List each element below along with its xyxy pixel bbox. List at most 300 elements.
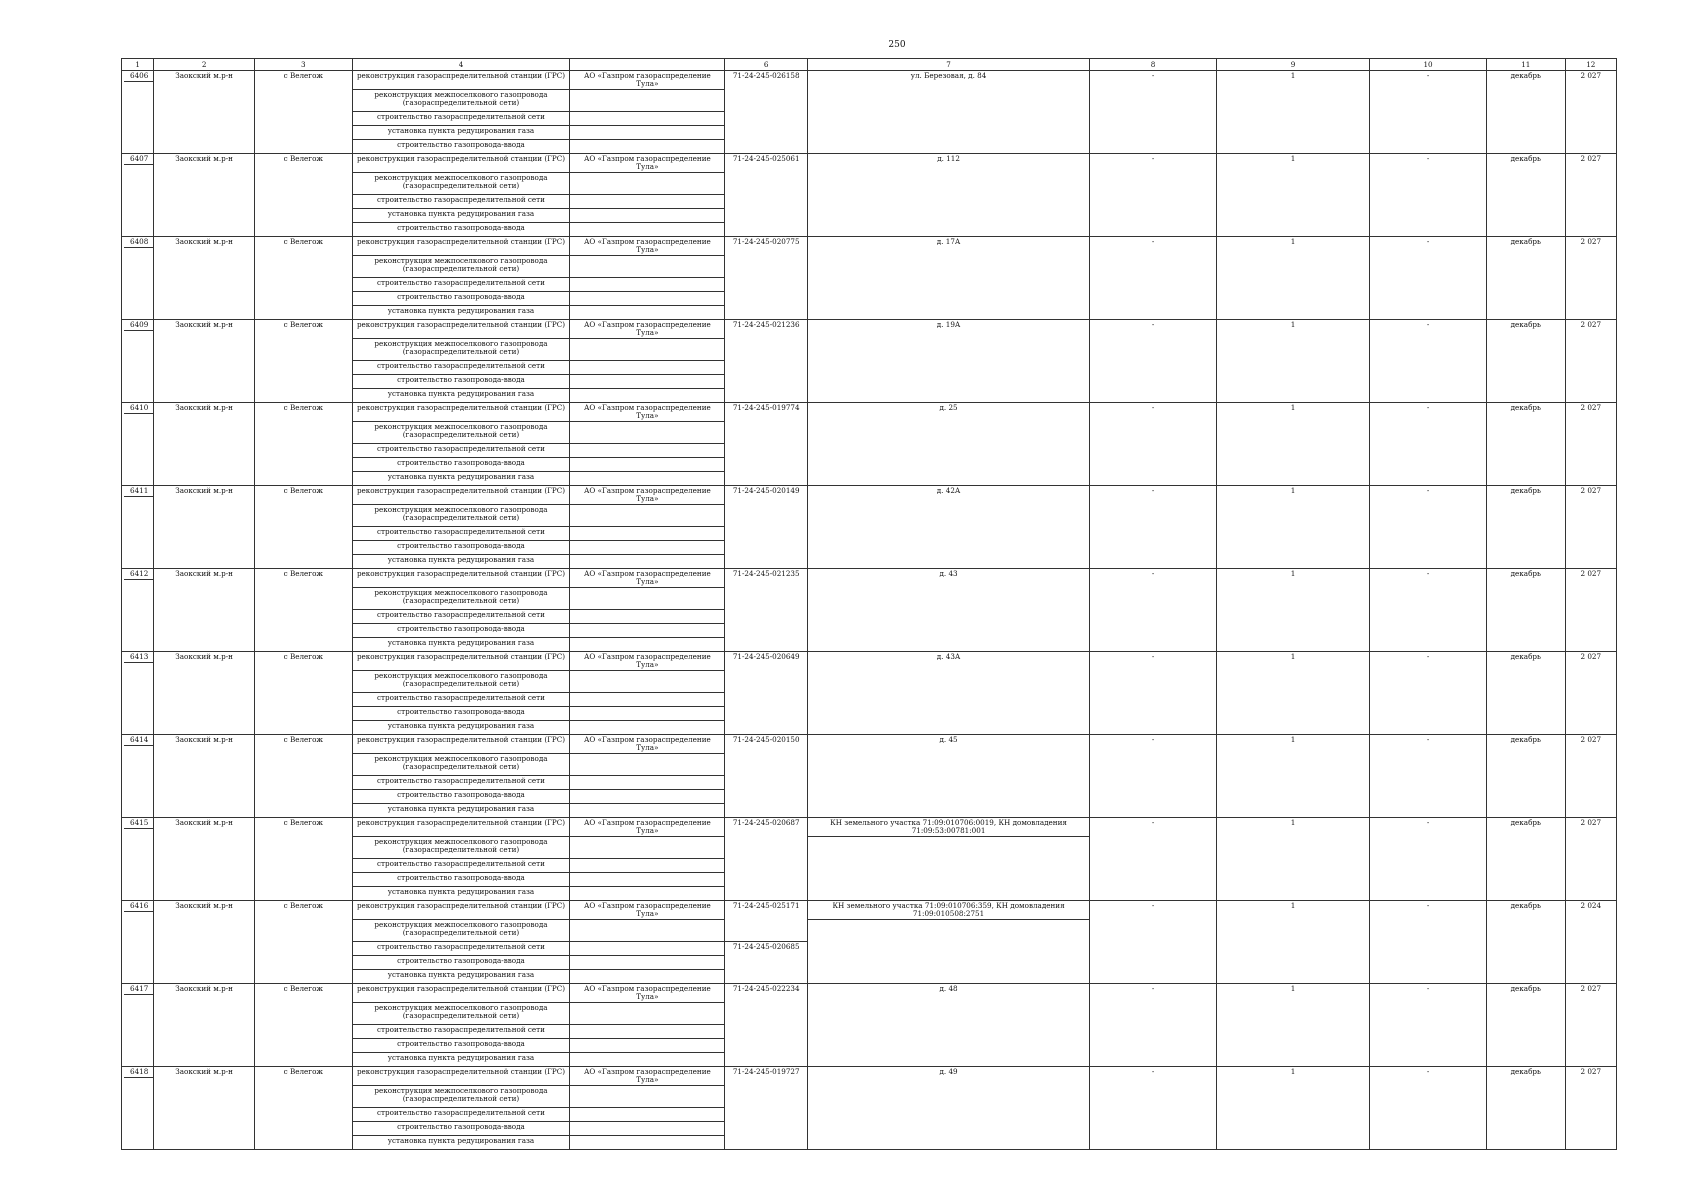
month-cell: декабрь (1486, 237, 1565, 320)
org-cell-empty (570, 90, 725, 112)
col10-cell: - (1370, 901, 1487, 984)
work-item: реконструкция межпоселкового газопровода (газораспределительной сети) (352, 837, 570, 859)
work-item: реконструкция газораспределительной станции (ГРС) (352, 154, 570, 173)
col-header: 11 (1486, 59, 1565, 71)
org-cell: АО «Газпром газораспределение Тула» (570, 403, 725, 422)
table-row (122, 818, 1617, 837)
code-cell: 71-24-245-021235 (725, 569, 808, 652)
org-cell-empty (570, 1108, 725, 1122)
work-item: реконструкция газораспределительной станции (ГРС) (352, 237, 570, 256)
district-cell: Заокский м.р-н (154, 901, 255, 984)
settlement-cell: с Велегож (254, 735, 352, 818)
org-cell-empty (570, 278, 725, 292)
settlement-cell: с Велегож (254, 403, 352, 486)
org-cell-empty (570, 956, 725, 970)
org-cell-empty (570, 195, 725, 209)
address-cell: КН земельного участка 71:09:010706:359, КН домовладения 71:09:010508:2751 (808, 901, 1090, 920)
address-cell: д. 17А (808, 237, 1090, 320)
org-cell-empty (570, 140, 725, 154)
settlement-cell: с Велегож (254, 569, 352, 652)
work-item: строительство газопровода-ввода (352, 1122, 570, 1136)
work-item: установка пункта редуцирования газа (352, 887, 570, 901)
col-header: 1 (122, 59, 154, 71)
row-number-value: 6413 (124, 653, 154, 663)
code-cell: 71-24-245-020775 (725, 237, 808, 320)
org-cell-empty (570, 1086, 725, 1108)
col8-cell: - (1090, 1067, 1217, 1150)
district-cell: Заокский м.р-н (154, 652, 255, 735)
row-number (122, 1067, 154, 1150)
col-header: 7 (808, 59, 1090, 71)
work-item: строительство газопровода-ввода (352, 140, 570, 154)
row-number (122, 901, 154, 984)
address-cell: КН земельного участка 71:09:010706:0019, КН домовладения 71:09:53:00781:001 (808, 818, 1090, 837)
col10-cell: - (1370, 818, 1487, 901)
work-item: реконструкция межпоселкового газопровода (газораспределительной сети) (352, 1086, 570, 1108)
work-item: реконструкция газораспределительной станции (ГРС) (352, 569, 570, 588)
address-cell: д. 49 (808, 1067, 1090, 1150)
org-cell-empty (570, 361, 725, 375)
code-cell: 71-24-245-021236 (725, 320, 808, 403)
work-item: строительство газопровода-ввода (352, 790, 570, 804)
org-cell-empty (570, 292, 725, 306)
work-item: реконструкция межпоселкового газопровода (газораспределительной сети) (352, 90, 570, 112)
col9-cell: 1 (1217, 320, 1370, 403)
col9-cell: 1 (1217, 818, 1370, 901)
work-item: реконструкция межпоселкового газопровода (газораспределительной сети) (352, 173, 570, 195)
year-cell: 2 027 (1565, 735, 1616, 818)
col8-cell: - (1090, 71, 1217, 154)
code-cell: 71-24-245-020687 (725, 818, 808, 901)
work-item: строительство газопровода-ввода (352, 458, 570, 472)
address-cell: д. 112 (808, 154, 1090, 237)
col-header (570, 59, 725, 71)
org-cell-empty (570, 1025, 725, 1039)
address-cell: д. 43 (808, 569, 1090, 652)
work-item: установка пункта редуцирования газа (352, 970, 570, 984)
org-cell: АО «Газпром газораспределение Тула» (570, 71, 725, 90)
table-row (122, 320, 1617, 339)
year-cell: 2 027 (1565, 71, 1616, 154)
row-number (122, 154, 154, 237)
work-item: строительство газораспределительной сети (352, 693, 570, 707)
org-cell: АО «Газпром газораспределение Тула» (570, 984, 725, 1003)
work-item: установка пункта редуцирования газа (352, 389, 570, 403)
work-item: установка пункта редуцирования газа (352, 555, 570, 569)
work-item: установка пункта редуцирования газа (352, 472, 570, 486)
work-item: реконструкция газораспределительной станции (ГРС) (352, 652, 570, 671)
work-item: реконструкция газораспределительной станции (ГРС) (352, 818, 570, 837)
code-cell: 71-24-245-025171 (725, 901, 808, 942)
col8-cell: - (1090, 569, 1217, 652)
month-cell: декабрь (1486, 71, 1565, 154)
work-item: реконструкция газораспределительной станции (ГРС) (352, 901, 570, 920)
table-row (122, 652, 1617, 671)
table-row (122, 237, 1617, 256)
work-item: установка пункта редуцирования газа (352, 126, 570, 140)
col10-cell: - (1370, 1067, 1487, 1150)
work-item: строительство газораспределительной сети (352, 859, 570, 873)
settlement-cell: с Велегож (254, 984, 352, 1067)
work-item: строительство газораспределительной сети (352, 942, 570, 956)
month-cell: декабрь (1486, 735, 1565, 818)
row-number-value: 6415 (124, 819, 154, 829)
col8-cell: - (1090, 154, 1217, 237)
work-item: строительство газопровода-ввода (352, 375, 570, 389)
settlement-cell: с Велегож (254, 652, 352, 735)
district-cell: Заокский м.р-н (154, 237, 255, 320)
col10-cell: - (1370, 569, 1487, 652)
work-item: установка пункта редуцирования газа (352, 804, 570, 818)
month-cell: декабрь (1486, 320, 1565, 403)
year-cell: 2 027 (1565, 1067, 1616, 1150)
year-cell: 2 027 (1565, 237, 1616, 320)
year-cell: 2 027 (1565, 320, 1616, 403)
col9-cell: 1 (1217, 237, 1370, 320)
col8-cell: - (1090, 735, 1217, 818)
code-cell-2: 71-24-245-020685 (725, 942, 808, 984)
work-item: строительство газопровода-ввода (352, 223, 570, 237)
col9-cell: 1 (1217, 569, 1370, 652)
org-cell: АО «Газпром газораспределение Тула» (570, 154, 725, 173)
org-cell-empty (570, 505, 725, 527)
col8-cell: - (1090, 403, 1217, 486)
district-cell: Заокский м.р-н (154, 320, 255, 403)
row-number-value: 6416 (124, 902, 154, 912)
org-cell: АО «Газпром газораспределение Тула» (570, 237, 725, 256)
district-cell: Заокский м.р-н (154, 154, 255, 237)
work-item: реконструкция межпоселкового газопровода (газораспределительной сети) (352, 754, 570, 776)
org-cell-empty (570, 721, 725, 735)
settlement-cell: с Велегож (254, 237, 352, 320)
settlement-cell: с Велегож (254, 71, 352, 154)
col9-cell: 1 (1217, 154, 1370, 237)
row-number-value: 6418 (124, 1068, 154, 1078)
org-cell-empty (570, 1039, 725, 1053)
row-number-value: 6408 (124, 238, 154, 248)
org-cell: АО «Газпром газораспределение Тула» (570, 320, 725, 339)
work-item: строительство газораспределительной сети (352, 527, 570, 541)
org-cell-empty (570, 1003, 725, 1025)
row-number-value: 6409 (124, 321, 154, 331)
code-cell: 71-24-245-019727 (725, 1067, 808, 1150)
address-cell: д. 45 (808, 735, 1090, 818)
row-number-value: 6414 (124, 736, 154, 746)
work-item: установка пункта редуцирования газа (352, 1053, 570, 1067)
col-header: 10 (1370, 59, 1487, 71)
work-item: строительство газораспределительной сети (352, 112, 570, 126)
row-number-value: 6411 (124, 487, 154, 497)
org-cell-empty (570, 624, 725, 638)
work-item: реконструкция газораспределительной станции (ГРС) (352, 71, 570, 90)
org-cell-empty (570, 707, 725, 721)
col-header: 8 (1090, 59, 1217, 71)
org-cell-empty (570, 223, 725, 237)
settlement-cell: с Велегож (254, 486, 352, 569)
col9-cell: 1 (1217, 486, 1370, 569)
work-item: строительство газопровода-ввода (352, 956, 570, 970)
org-cell: АО «Газпром газораспределение Тула» (570, 652, 725, 671)
work-item: реконструкция межпоселкового газопровода (газораспределительной сети) (352, 671, 570, 693)
col10-cell: - (1370, 735, 1487, 818)
row-number (122, 652, 154, 735)
code-cell: 71-24-245-025061 (725, 154, 808, 237)
row-number-value: 6407 (124, 155, 154, 165)
work-item: реконструкция межпоселкового газопровода (газораспределительной сети) (352, 1003, 570, 1025)
org-cell-empty (570, 920, 725, 942)
org-cell-empty (570, 804, 725, 818)
work-item: строительство газораспределительной сети (352, 444, 570, 458)
work-item: установка пункта редуцирования газа (352, 638, 570, 652)
org-cell-empty (570, 126, 725, 140)
code-cell: 71-24-245-022234 (725, 984, 808, 1067)
year-cell: 2 027 (1565, 486, 1616, 569)
col9-cell: 1 (1217, 1067, 1370, 1150)
col10-cell: - (1370, 652, 1487, 735)
org-cell-empty (570, 776, 725, 790)
column-header-row (122, 59, 1617, 71)
table-row (122, 486, 1617, 505)
col8-cell: - (1090, 486, 1217, 569)
table-row (122, 1067, 1617, 1086)
org-cell-empty (570, 375, 725, 389)
settlement-cell: с Велегож (254, 154, 352, 237)
code-cell: 71-24-245-020649 (725, 652, 808, 735)
org-cell-empty (570, 555, 725, 569)
work-item: реконструкция газораспределительной станции (ГРС) (352, 1067, 570, 1086)
work-item: установка пункта редуцирования газа (352, 721, 570, 735)
row-number (122, 320, 154, 403)
work-item: реконструкция межпоселкового газопровода (газораспределительной сети) (352, 920, 570, 942)
org-cell-empty (570, 754, 725, 776)
month-cell: декабрь (1486, 984, 1565, 1067)
org-cell-empty (570, 610, 725, 624)
work-item: строительство газопровода-ввода (352, 1039, 570, 1053)
work-item: строительство газопровода-ввода (352, 292, 570, 306)
org-cell: АО «Газпром газораспределение Тула» (570, 901, 725, 920)
work-item: строительство газораспределительной сети (352, 195, 570, 209)
org-cell-empty (570, 527, 725, 541)
col8-cell: - (1090, 237, 1217, 320)
work-item: строительство газопровода-ввода (352, 873, 570, 887)
month-cell: декабрь (1486, 486, 1565, 569)
year-cell: 2 024 (1565, 901, 1616, 984)
row-number (122, 403, 154, 486)
district-cell: Заокский м.р-н (154, 403, 255, 486)
work-item: реконструкция межпоселкового газопровода (газораспределительной сети) (352, 339, 570, 361)
address-cell-empty (808, 837, 1090, 901)
org-cell-empty (570, 693, 725, 707)
org-cell-empty (570, 256, 725, 278)
org-cell-empty (570, 887, 725, 901)
org-cell-empty (570, 942, 725, 956)
org-cell-empty (570, 173, 725, 195)
org-cell-empty (570, 671, 725, 693)
row-number (122, 735, 154, 818)
col-header: 12 (1565, 59, 1616, 71)
org-cell-empty (570, 541, 725, 555)
work-item: установка пункта редуцирования газа (352, 1136, 570, 1150)
data-table (121, 58, 1617, 1150)
work-item: установка пункта редуцирования газа (352, 306, 570, 320)
col10-cell: - (1370, 154, 1487, 237)
month-cell: декабрь (1486, 652, 1565, 735)
settlement-cell: с Велегож (254, 818, 352, 901)
table-row (122, 735, 1617, 754)
col-header: 4 (352, 59, 570, 71)
year-cell: 2 027 (1565, 569, 1616, 652)
table-row (122, 403, 1617, 422)
col10-cell: - (1370, 984, 1487, 1067)
settlement-cell: с Велегож (254, 901, 352, 984)
row-number (122, 984, 154, 1067)
col10-cell: - (1370, 486, 1487, 569)
org-cell-empty (570, 339, 725, 361)
org-cell-empty (570, 112, 725, 126)
org-cell-empty (570, 859, 725, 873)
work-item: строительство газопровода-ввода (352, 707, 570, 721)
table-row (122, 984, 1617, 1003)
row-number-value: 6406 (124, 72, 154, 82)
work-item: реконструкция газораспределительной станции (ГРС) (352, 320, 570, 339)
month-cell: декабрь (1486, 818, 1565, 901)
col9-cell: 1 (1217, 652, 1370, 735)
org-cell-empty (570, 472, 725, 486)
month-cell: декабрь (1486, 901, 1565, 984)
district-cell: Заокский м.р-н (154, 1067, 255, 1150)
col8-cell: - (1090, 320, 1217, 403)
org-cell-empty (570, 444, 725, 458)
row-number-value: 6417 (124, 985, 154, 995)
work-item: строительство газораспределительной сети (352, 610, 570, 624)
row-number (122, 237, 154, 320)
district-cell: Заокский м.р-н (154, 71, 255, 154)
org-cell-empty (570, 638, 725, 652)
col-header: 6 (725, 59, 808, 71)
org-cell-empty (570, 422, 725, 444)
org-cell-empty (570, 458, 725, 472)
address-cell: д. 19А (808, 320, 1090, 403)
org-cell-empty (570, 873, 725, 887)
district-cell: Заокский м.р-н (154, 735, 255, 818)
org-cell-empty (570, 790, 725, 804)
work-item: реконструкция межпоселкового газопровода (газораспределительной сети) (352, 256, 570, 278)
org-cell-empty (570, 1053, 725, 1067)
address-cell: д. 43А (808, 652, 1090, 735)
col9-cell: 1 (1217, 71, 1370, 154)
district-cell: Заокский м.р-н (154, 569, 255, 652)
work-item: строительство газораспределительной сети (352, 776, 570, 790)
address-cell: д. 25 (808, 403, 1090, 486)
address-cell: д. 42А (808, 486, 1090, 569)
year-cell: 2 027 (1565, 154, 1616, 237)
year-cell: 2 027 (1565, 984, 1616, 1067)
org-cell: АО «Газпром газораспределение Тула» (570, 486, 725, 505)
work-item: реконструкция межпоселкового газопровода (газораспределительной сети) (352, 588, 570, 610)
work-item: строительство газораспределительной сети (352, 1025, 570, 1039)
row-number (122, 569, 154, 652)
col8-cell: - (1090, 901, 1217, 984)
org-cell-empty (570, 970, 725, 984)
table-row (122, 901, 1617, 920)
org-cell: АО «Газпром газораспределение Тула» (570, 735, 725, 754)
month-cell: декабрь (1486, 403, 1565, 486)
work-item: строительство газораспределительной сети (352, 361, 570, 375)
row-number (122, 818, 154, 901)
org-cell: АО «Газпром газораспределение Тула» (570, 569, 725, 588)
col-header: 9 (1217, 59, 1370, 71)
col-header: 2 (154, 59, 255, 71)
row-number (122, 71, 154, 154)
month-cell: декабрь (1486, 154, 1565, 237)
work-item: реконструкция межпоселкового газопровода (газораспределительной сети) (352, 422, 570, 444)
col9-cell: 1 (1217, 735, 1370, 818)
table-row (122, 71, 1617, 90)
col9-cell: 1 (1217, 984, 1370, 1067)
col10-cell: - (1370, 71, 1487, 154)
org-cell-empty (570, 1122, 725, 1136)
col8-cell: - (1090, 818, 1217, 901)
work-item: реконструкция газораспределительной станции (ГРС) (352, 984, 570, 1003)
org-cell-empty (570, 306, 725, 320)
col9-cell: 1 (1217, 901, 1370, 984)
org-cell-empty (570, 837, 725, 859)
work-item: строительство газораспределительной сети (352, 1108, 570, 1122)
address-cell-empty (808, 920, 1090, 984)
month-cell: декабрь (1486, 569, 1565, 652)
district-cell: Заокский м.р-н (154, 486, 255, 569)
work-item: реконструкция газораспределительной станции (ГРС) (352, 486, 570, 505)
settlement-cell: с Велегож (254, 1067, 352, 1150)
work-item: строительство газопровода-ввода (352, 541, 570, 555)
district-cell: Заокский м.р-н (154, 984, 255, 1067)
address-cell: ул. Березовая, д. 84 (808, 71, 1090, 154)
code-cell: 71-24-245-020150 (725, 735, 808, 818)
work-item: строительство газопровода-ввода (352, 624, 570, 638)
work-item: установка пункта редуцирования газа (352, 209, 570, 223)
table-row (122, 154, 1617, 173)
org-cell: АО «Газпром газораспределение Тула» (570, 1067, 725, 1086)
table-row (122, 569, 1617, 588)
work-item: строительство газораспределительной сети (352, 278, 570, 292)
settlement-cell: с Велегож (254, 320, 352, 403)
org-cell-empty (570, 209, 725, 223)
work-item: реконструкция газораспределительной станции (ГРС) (352, 403, 570, 422)
code-cell: 71-24-245-019774 (725, 403, 808, 486)
org-cell-empty (570, 588, 725, 610)
district-cell: Заокский м.р-н (154, 818, 255, 901)
org-cell: АО «Газпром газораспределение Тула» (570, 818, 725, 837)
code-cell: 71-24-245-020149 (725, 486, 808, 569)
row-number-value: 6412 (124, 570, 154, 580)
page-number: 250 (888, 40, 906, 50)
org-cell-empty (570, 1136, 725, 1150)
row-number-value: 6410 (124, 404, 154, 414)
org-cell-empty (570, 389, 725, 403)
work-item: реконструкция межпоселкового газопровода (газораспределительной сети) (352, 505, 570, 527)
address-cell: д. 48 (808, 984, 1090, 1067)
col-header: 3 (254, 59, 352, 71)
col10-cell: - (1370, 403, 1487, 486)
col8-cell: - (1090, 984, 1217, 1067)
col10-cell: - (1370, 237, 1487, 320)
year-cell: 2 027 (1565, 652, 1616, 735)
year-cell: 2 027 (1565, 403, 1616, 486)
col8-cell: - (1090, 652, 1217, 735)
row-number (122, 486, 154, 569)
col9-cell: 1 (1217, 403, 1370, 486)
code-cell: 71-24-245-026158 (725, 71, 808, 154)
